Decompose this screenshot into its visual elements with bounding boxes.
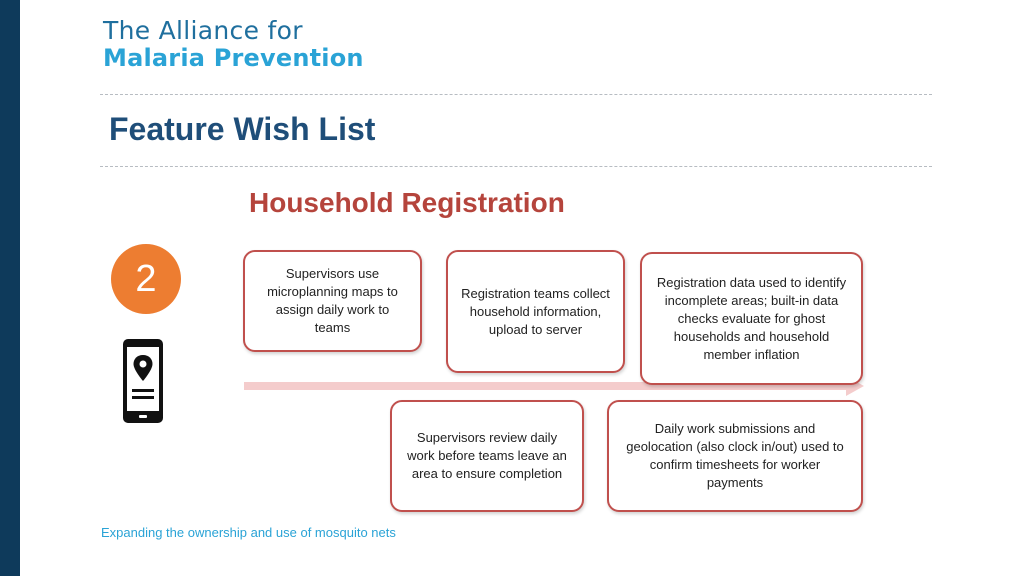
card-text: Registration teams collect household information, upload to server (461, 285, 610, 337)
step-card-data-checks (640, 252, 863, 385)
step-card-timesheets (607, 400, 863, 512)
card-text: Supervisors review daily work before teams leave an area to ensure completion (407, 430, 567, 481)
step-card-collect-info (446, 250, 625, 373)
logo-line-2: Malaria Prevention (103, 44, 364, 72)
logo-line-1: The Alliance for (103, 16, 303, 45)
step-card-assign-work (243, 250, 422, 352)
card-text: Registration data used to identify incomplete areas; built-in data checks evaluate for ghost households and household member inflation (656, 274, 847, 362)
card-text: Supervisors use microplanning maps to assign daily work to teams (267, 266, 398, 335)
card-text: Daily work submissions and geolocation (also clock in/out) used to confirm timesheets for worker payments (626, 421, 844, 490)
section-title: Household Registration (249, 187, 565, 218)
step-number-badge: 2 (111, 244, 181, 314)
page-title: Feature Wish List (109, 111, 376, 147)
footer-tagline: Expanding the ownership and use of mosquito nets (101, 525, 396, 540)
step-card-supervisor-review (390, 400, 584, 512)
